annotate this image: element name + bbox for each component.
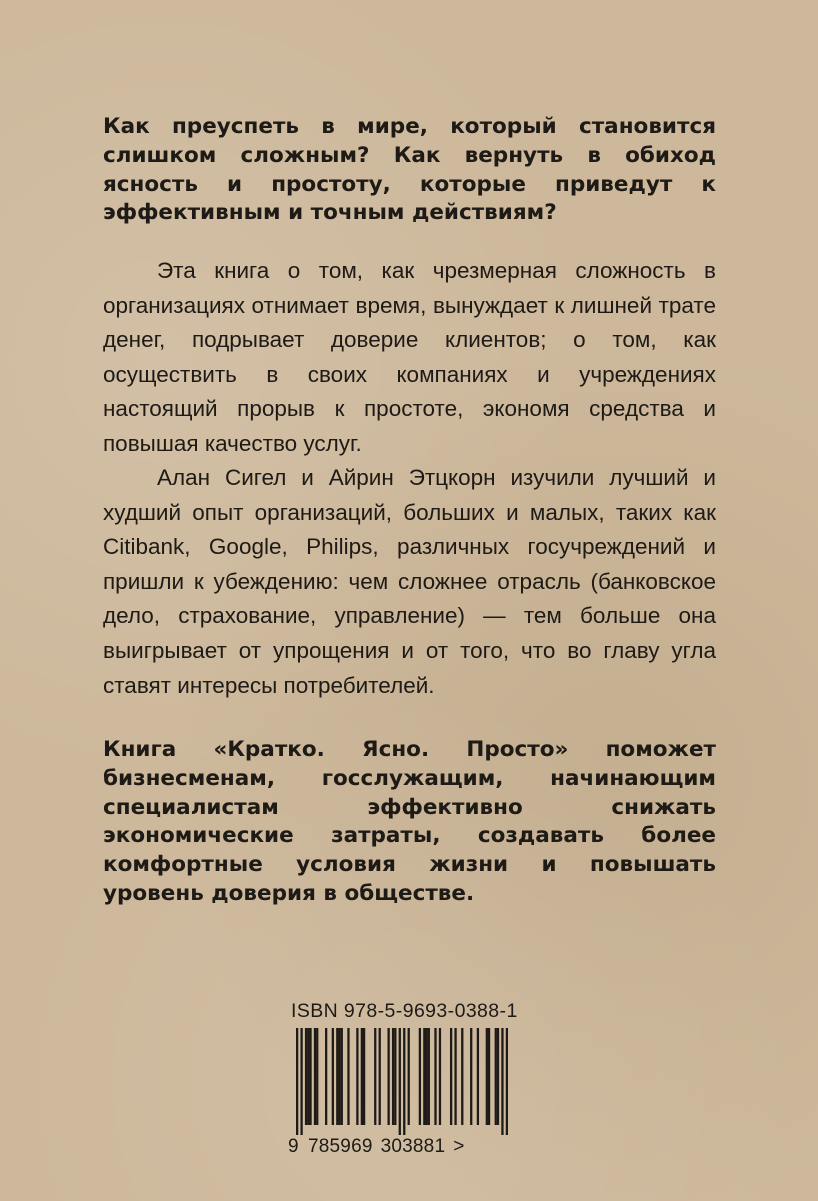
barcode-bar [338, 1028, 340, 1125]
barcode-bar [379, 1028, 381, 1125]
barcode-bar [305, 1028, 307, 1125]
barcode-bar [461, 1028, 463, 1125]
barcode-bar [356, 1028, 358, 1125]
barcode-bar [300, 1028, 302, 1135]
barcode-bar [309, 1028, 311, 1125]
barcode [288, 1028, 528, 1168]
barcode-bar [501, 1028, 503, 1135]
barcode-bar [394, 1028, 396, 1125]
barcode-bar [408, 1028, 410, 1125]
barcode-bar [423, 1028, 425, 1125]
barcode-bar [325, 1028, 327, 1125]
barcode-bar [419, 1028, 421, 1125]
barcode-bar [363, 1028, 365, 1125]
barcode-bar [307, 1028, 309, 1125]
barcode-group-right: 303881 [380, 1136, 446, 1157]
barcode-bar [470, 1028, 472, 1125]
lead-question: Как преуспеть в мире, который становится слишком сложным? Как вернуть в обиход ясность и простоту, которые приведут к эффективным и точным действиям? [103, 114, 716, 226]
barcode-bar [314, 1028, 316, 1125]
barcode-digits [288, 1136, 528, 1158]
barcode-bar [428, 1028, 430, 1125]
description-paragraph-1: Эта книга о том, как чрезмерная сложность в организациях отнимает время, вынуждает к лишней трате денег, подрывает доверие клиентов; о том, как осуществить в своих компаниях и учреждениях настоящий прорыв к простоте, экономя средства и повышая качество услуг. [103, 258, 716, 456]
barcode-bar [439, 1028, 441, 1125]
barcode-bar [477, 1028, 479, 1125]
barcode-arrow: > [453, 1136, 465, 1157]
barcode-bar [497, 1028, 499, 1125]
barcode-bar [336, 1028, 338, 1125]
barcode-bar [387, 1028, 389, 1125]
barcode-bar [316, 1028, 318, 1125]
barcode-bar [296, 1028, 298, 1135]
barcode-bar [403, 1028, 405, 1135]
barcode-bar [454, 1028, 456, 1125]
barcode-bar [361, 1028, 363, 1125]
barcode-bar [506, 1028, 508, 1135]
barcode-bar [332, 1028, 334, 1125]
barcode-bar [347, 1028, 349, 1125]
barcode-bar [399, 1028, 401, 1135]
barcode-bar [374, 1028, 376, 1125]
isbn-number: ISBN 978-5-9693-0388-1 [291, 1000, 518, 1022]
barcode-bar [425, 1028, 427, 1125]
barcode-bar [450, 1028, 452, 1125]
closing-statement: Книга «Кратко. Ясно. Просто» поможет бизнесменам, госслужащим, начинающим специалистам эффективно снижать экономические затраты, создавать более комфортные условия жизни и повышать уровень доверия в обществе. [103, 737, 716, 906]
barcode-first-digit: 9 [288, 1136, 299, 1157]
barcode-bar [341, 1028, 343, 1125]
barcode-bar [486, 1028, 488, 1125]
barcode-bar [488, 1028, 490, 1125]
barcode-bars [296, 1028, 508, 1135]
barcode-group-left: 785969 [308, 1136, 373, 1157]
barcode-bar [434, 1028, 436, 1125]
description-paragraph-2: Алан Сигел и Айрин Этцкорн изучили лучший и худший опыт организаций, больших и малых, таких как Citibank, Google, Philips, различных госучреждений и пришли к убеждению: чем сложнее отрасль (банковское дело, страхование, управление) — тем больше она выигрывает от упрощения и от того, что во главу угла ставят интересы потребителей. [103, 465, 716, 698]
barcode-bar [495, 1028, 497, 1125]
barcode-bar [392, 1028, 394, 1125]
